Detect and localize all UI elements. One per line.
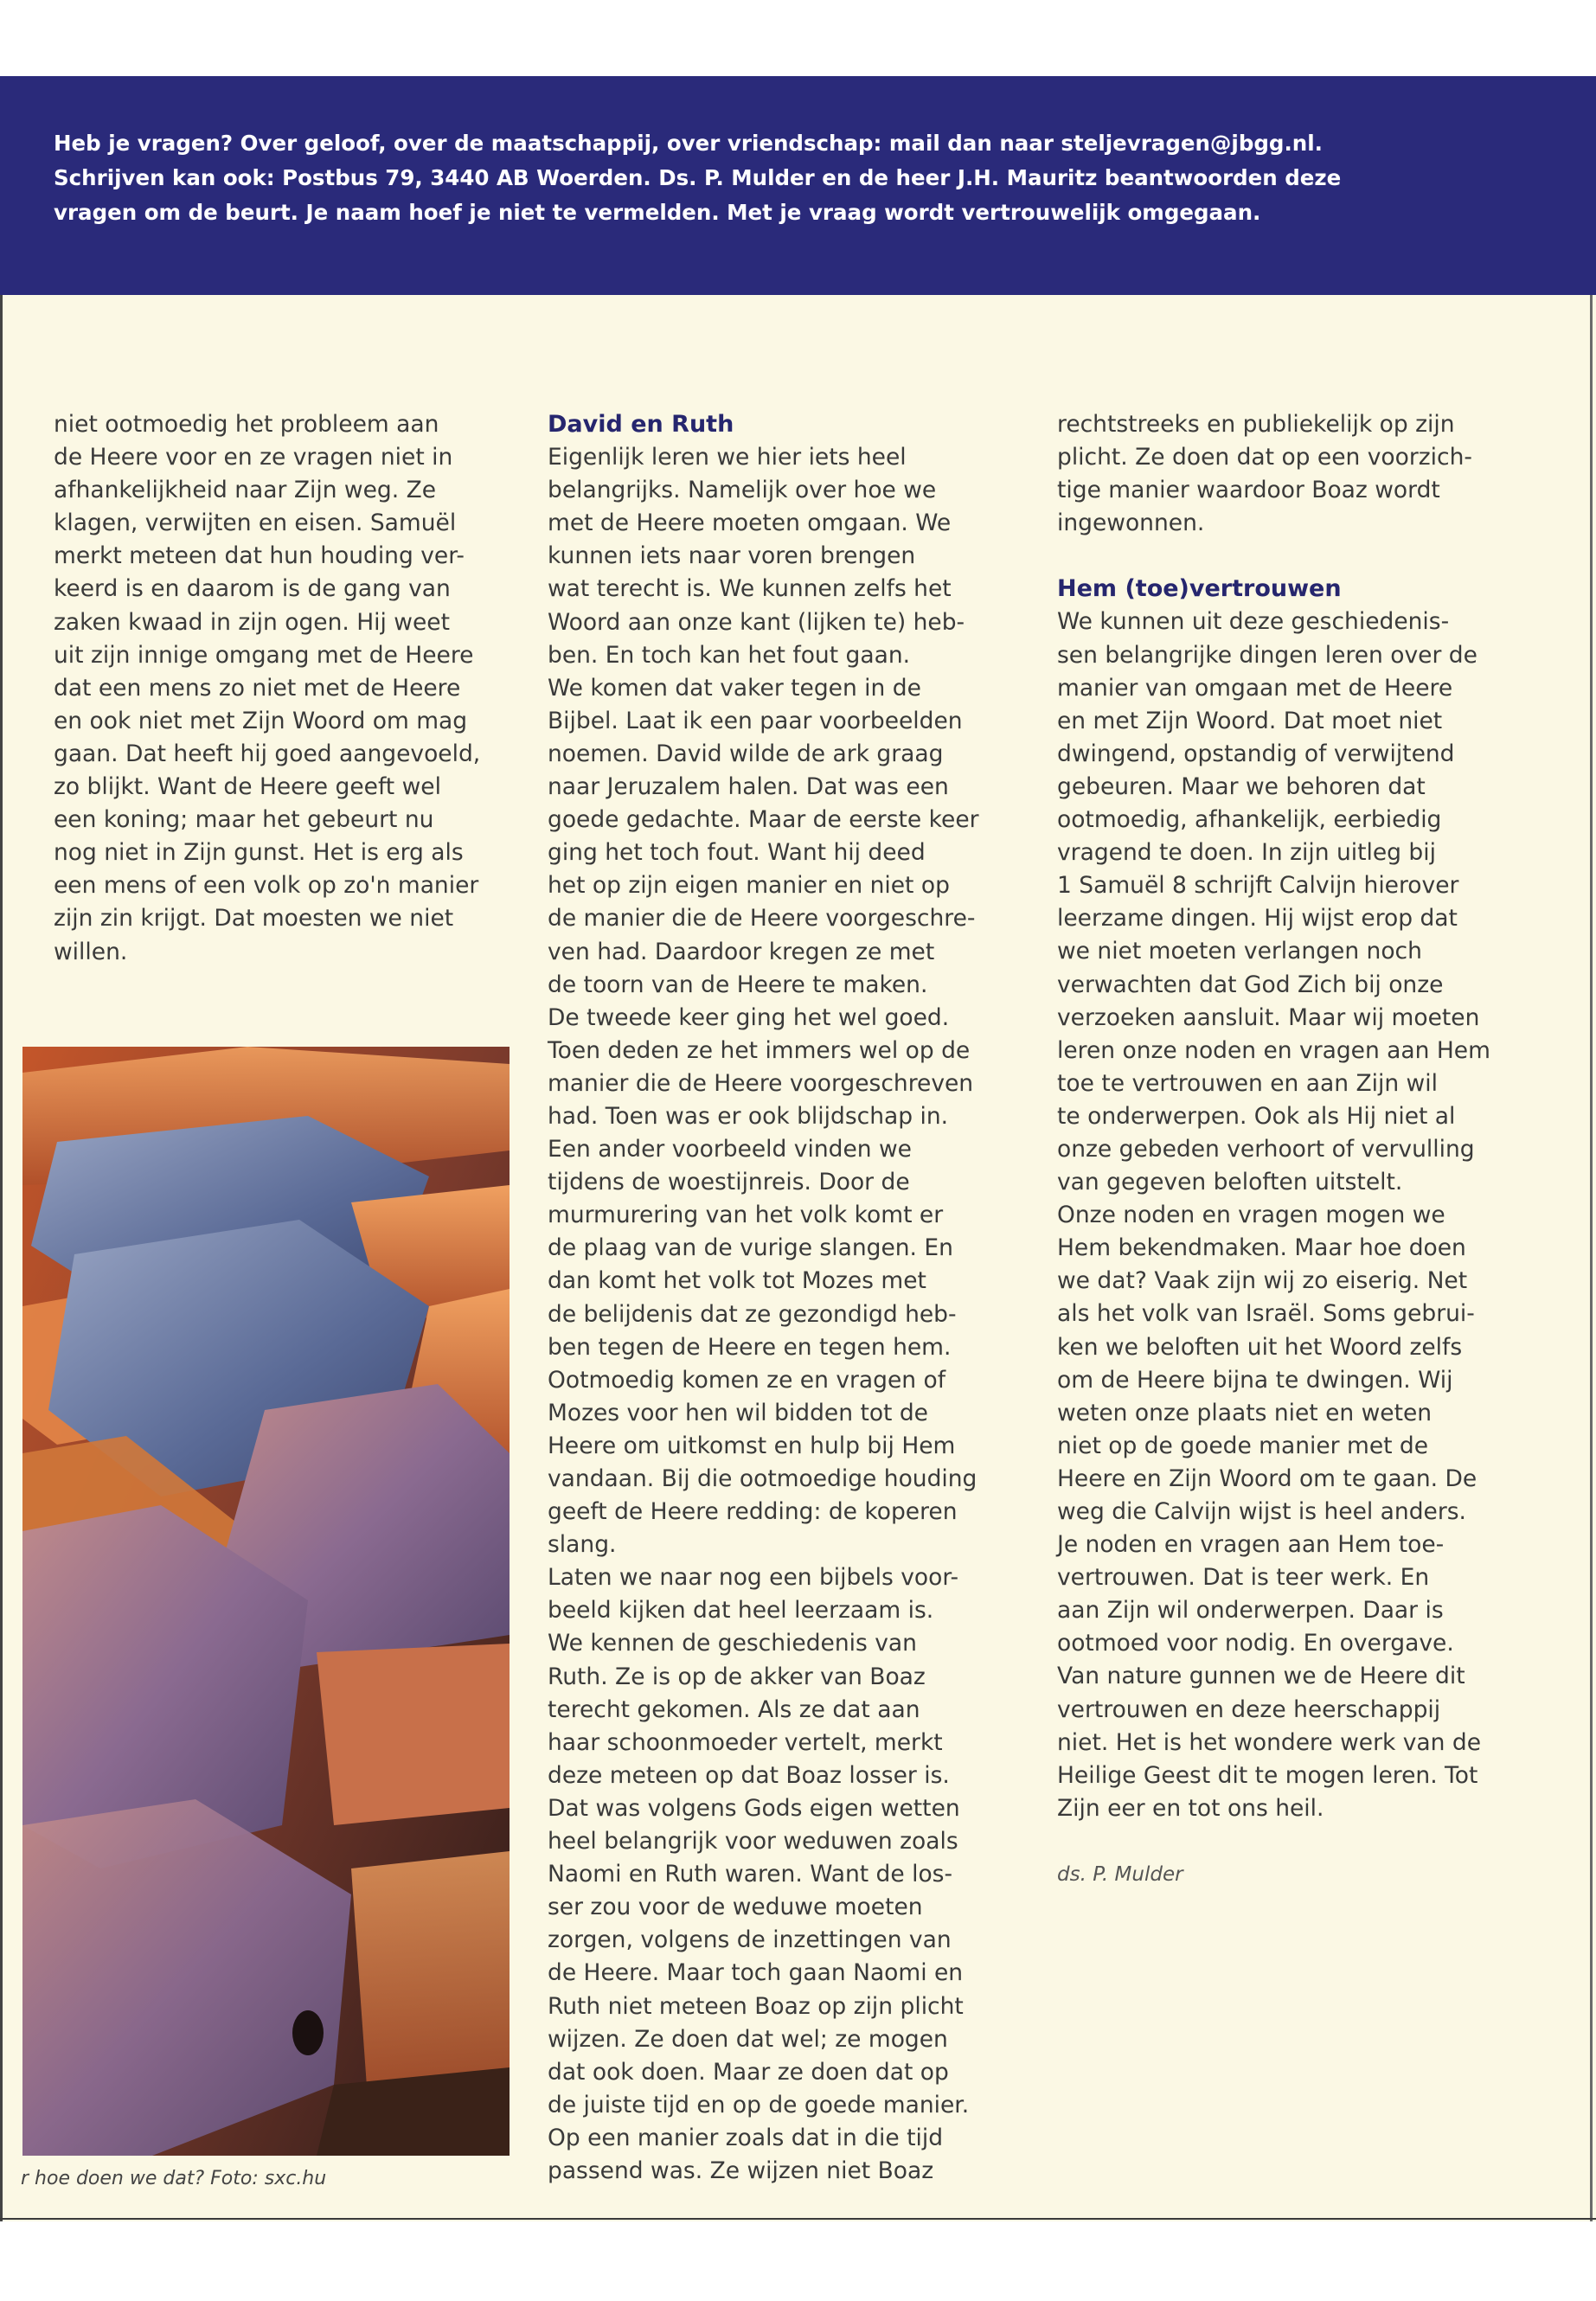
text-line: Bijbel. Laat ik een paar voorbeelden xyxy=(548,707,963,734)
text-line: beeld kijken dat heel leerzaam is. xyxy=(548,1597,934,1625)
text-line: wijzen. Ze doen dat wel; ze mogen xyxy=(548,2025,948,2053)
text-line: het op zijn eigen manier en niet op xyxy=(548,872,950,900)
text-line: terecht gekomen. Als ze dat aan xyxy=(548,1695,920,1723)
text-line: Hem bekendmaken. Maar hoe doen xyxy=(1057,1234,1466,1262)
header-intro xyxy=(54,126,1472,230)
text-line: dat ook doen. Maar ze doen dat op xyxy=(548,2058,949,2086)
text-line: klagen, verwijten en eisen. Samuël xyxy=(54,510,457,537)
text-line: weg die Calvijn wijst is heel anders. xyxy=(1057,1498,1466,1525)
text-line: verzoeken aansluit. Maar wij moeten xyxy=(1057,1003,1480,1031)
text-line: ingewonnen. xyxy=(1057,510,1205,537)
text-line: we dat? Vaak zijn wij zo eiserig. Net xyxy=(1057,1267,1468,1295)
column-1 xyxy=(54,408,521,969)
text-line: Naomi en Ruth waren. Want de los- xyxy=(548,1861,953,1888)
text-line: dwingend, opstandig of verwijtend xyxy=(1057,740,1455,767)
text-line: Ruth niet meteen Boaz op zijn plicht xyxy=(548,1992,964,2020)
text-line: dat een mens zo niet met de Heere xyxy=(54,674,461,702)
text-line: weten onze plaats niet en weten xyxy=(1057,1399,1433,1426)
text-line: ser zou voor de weduwe moeten xyxy=(548,1894,923,1921)
text-line: tige manier waardoor Boaz wordt xyxy=(1057,477,1440,504)
text-line: keerd is en daarom is de gang van xyxy=(54,575,451,603)
text-line: Woord aan onze kant (lijken te) heb- xyxy=(548,608,965,636)
text-line: heel belangrijk voor weduwen zoals xyxy=(548,1828,958,1856)
text-line: Een ander voorbeeld vinden we xyxy=(548,1136,912,1163)
text-line: deze meteen op dat Boaz losser is. xyxy=(548,1761,950,1789)
author-signature: ds. P. Mulder xyxy=(1057,1862,1183,1886)
text-line: ken we beloften uit het Woord zelfs xyxy=(1057,1333,1463,1361)
column-3 xyxy=(1057,408,1542,1891)
keyboard-photo xyxy=(22,1047,510,2156)
text-line: Heilige Geest dit te mogen leren. Tot xyxy=(1057,1761,1478,1789)
text-line: de Heere. Maar toch gaan Naomi en xyxy=(548,1959,964,1987)
text-line: manier van omgaan met de Heere xyxy=(1057,674,1453,702)
keyboard-keys-image xyxy=(22,1047,510,2156)
text-line: Dat was volgens Gods eigen wetten xyxy=(548,1794,960,1822)
text-line: niet ootmoedig het probleem aan xyxy=(54,411,439,438)
text-line: merkt meteen dat hun houding ver- xyxy=(54,542,465,570)
text-line: een koning; maar het gebeurt nu xyxy=(54,806,434,834)
column-3-body xyxy=(1057,606,1542,1824)
text-line: haar schoonmoeder vertelt, merkt xyxy=(548,1728,943,1756)
text-line: ven had. Daardoor kregen ze met xyxy=(548,938,935,965)
text-line: Ruth. Ze is op de akker van Boaz xyxy=(548,1663,926,1690)
text-line: te onderwerpen. Ook als Hij niet al xyxy=(1057,1102,1456,1130)
text-line: vandaan. Bij die ootmoedige houding xyxy=(548,1465,977,1492)
text-line: Van nature gunnen we de Heere dit xyxy=(1057,1663,1465,1690)
text-line: belangrijks. Namelijk over hoe we xyxy=(548,477,937,504)
text-line: ootmoedig, afhankelijk, eerbiedig xyxy=(1057,806,1442,834)
text-line: ben tegen de Heere en tegen hem. xyxy=(548,1333,952,1361)
text-line: manier die de Heere voorgeschreven xyxy=(548,1069,974,1097)
text-line: om de Heere bijna te dwingen. Wij xyxy=(1057,1366,1453,1394)
text-line: wat terecht is. We kunnen zelfs het xyxy=(548,575,952,603)
text-line: Eigenlijk leren we hier iets heel xyxy=(548,444,907,471)
text-line: We kunnen uit deze geschiedenis- xyxy=(1057,608,1450,636)
text-line: Toen deden ze het immers wel op de xyxy=(548,1036,971,1064)
text-line: we niet moeten verlangen noch xyxy=(1057,938,1422,965)
text-line: Laten we naar nog een bijbels voor- xyxy=(548,1564,959,1592)
text-line: Ootmoedig komen ze en vragen of xyxy=(548,1366,946,1394)
text-line: niet op de goede manier met de xyxy=(1057,1432,1429,1459)
header-line: vragen om de beurt. Je naam hoef je niet te vermelden. Met je vraag wordt vertrouwelijk omgegaan. xyxy=(54,200,1261,225)
text-line: tijdens de woestijnreis. Door de xyxy=(548,1169,910,1196)
section-heading-hem-toevertrouwen: Hem (toe)vertrouwen xyxy=(1057,575,1342,603)
text-line: aan Zijn wil onderwerpen. Daar is xyxy=(1057,1597,1444,1625)
text-line: had. Toen was er ook blijdschap in. xyxy=(548,1102,949,1130)
text-line: met de Heere moeten omgaan. We xyxy=(548,510,952,537)
text-line: ootmoed voor nodig. En overgave. xyxy=(1057,1630,1454,1657)
text-line: geeft de Heere redding: de koperen xyxy=(548,1498,958,1526)
text-line: gebeuren. Maar we behoren dat xyxy=(1057,772,1426,800)
text-line: plicht. Ze doen dat op een voorzich- xyxy=(1057,444,1472,471)
text-line: slang. xyxy=(548,1531,617,1559)
text-line: sen belangrijke dingen leren over de xyxy=(1057,641,1477,669)
header-line: Heb je vragen? Over geloof, over de maatschappij, over vriendschap: mail dan naar steljevragen@jbgg.nl. xyxy=(54,131,1323,156)
text-line: leren onze noden en vragen aan Hem xyxy=(1057,1036,1490,1064)
text-line: de Heere voor en ze vragen niet in xyxy=(54,444,453,471)
text-line: zo blijkt. Want de Heere geeft wel xyxy=(54,773,441,801)
page-left-edge xyxy=(0,76,3,2221)
text-line: uit zijn innige omgang met de Heere xyxy=(54,641,474,669)
text-line: de belijdenis dat ze gezondigd heb- xyxy=(548,1300,957,1328)
text-line: rechtstreeks en publiekelijk op zijn xyxy=(1057,411,1455,438)
text-line: 1 Samuël 8 schrijft Calvijn hierover xyxy=(1057,872,1459,900)
text-line: niet. Het is het wondere werk van de xyxy=(1057,1728,1482,1756)
text-line: Heere en Zijn Woord om te gaan. De xyxy=(1057,1465,1477,1492)
paragraph-gap xyxy=(1057,1825,1542,1858)
page-right-edge xyxy=(1590,76,1593,2221)
text-line: afhankelijkheid naar Zijn weg. Ze xyxy=(54,477,437,504)
text-line: goede gedachte. Maar de eerste keer xyxy=(548,806,979,834)
section-heading-david-en-ruth: David en Ruth xyxy=(548,411,734,438)
text-line: verwachten dat God Zich bij onze xyxy=(1057,971,1444,998)
text-line: kunnen iets naar voren brengen xyxy=(548,542,916,570)
page-bottom-edge xyxy=(0,2218,1596,2220)
text-line: leerzame dingen. Hij wijst erop dat xyxy=(1057,905,1458,933)
column-2 xyxy=(548,408,1032,2188)
text-line: als het volk van Israël. Soms gebrui- xyxy=(1057,1300,1475,1328)
text-line: de juiste tijd en op de goede manier. xyxy=(548,2091,970,2118)
text-line: een mens of een volk op zo'n manier xyxy=(54,872,479,900)
text-line: Zijn eer en tot ons heil. xyxy=(1057,1794,1324,1822)
text-line: zijn zin krijgt. Dat moesten we niet xyxy=(54,905,454,933)
text-line: en met Zijn Woord. Dat moet niet xyxy=(1057,707,1443,734)
text-line: Onze noden en vragen mogen we xyxy=(1057,1202,1445,1229)
text-line: de plaag van de vurige slangen. En xyxy=(548,1234,953,1262)
text-line: naar Jeruzalem halen. Dat was een xyxy=(548,773,949,801)
header-line: Schrijven kan ook: Postbus 79, 3440 AB Woerden. Ds. P. Mulder en de heer J.H. Mauritz beantwoorden deze xyxy=(54,165,1342,190)
text-line: De tweede keer ging het wel goed. xyxy=(548,1003,950,1031)
paragraph-gap xyxy=(1057,540,1542,573)
text-line: We kennen de geschiedenis van xyxy=(548,1630,917,1657)
text-line: ben. En toch kan het fout gaan. xyxy=(548,641,911,669)
text-line: onze gebeden verhoort of vervulling xyxy=(1057,1135,1475,1163)
text-line: dan komt het volk tot Mozes met xyxy=(548,1267,926,1295)
text-line: ging het toch fout. Want hij deed xyxy=(548,839,926,867)
text-line: Mozes voor hen wil bidden tot de xyxy=(548,1399,928,1426)
column-2-body xyxy=(548,441,1032,2188)
text-line: noemen. David wilde de ark graag xyxy=(548,740,944,767)
text-line: van gegeven beloften uitstelt. xyxy=(1057,1169,1403,1196)
text-line: zaken kwaad in zijn ogen. Hij weet xyxy=(54,608,450,636)
text-line: zorgen, volgens de inzettingen van xyxy=(548,1926,952,1954)
text-line: Heere om uitkomst en hulp bij Hem xyxy=(548,1432,956,1459)
text-line: We komen dat vaker tegen in de xyxy=(548,674,921,702)
text-line: gaan. Dat heeft hij goed aangevoeld, xyxy=(54,740,481,767)
text-line: vertrouwen. Dat is teer werk. En xyxy=(1057,1564,1430,1592)
text-line: de manier die de Heere voorgeschre- xyxy=(548,905,976,933)
text-line: murmurering van het volk komt er xyxy=(548,1202,944,1229)
text-line: vertrouwen en deze heerschappij xyxy=(1057,1695,1441,1723)
text-line: Je noden en vragen aan Hem toe- xyxy=(1057,1531,1445,1559)
text-line: vragend te doen. In zijn uitleg bij xyxy=(1057,839,1436,867)
text-line: toe te vertrouwen en aan Zijn wil xyxy=(1057,1069,1438,1097)
text-line: en ook niet met Zijn Woord om mag xyxy=(54,707,468,734)
text-line: nog niet in Zijn gunst. Het is erg als xyxy=(54,839,464,867)
column-3-intro xyxy=(1057,408,1542,540)
text-line: passend was. Ze wijzen niet Boaz xyxy=(548,2157,934,2184)
text-line: de toorn van de Heere te maken. xyxy=(548,971,928,998)
text-line: willen. xyxy=(54,938,128,965)
text-line: Op een manier zoals dat in die tijd xyxy=(548,2124,944,2151)
photo-caption: r hoe doen we dat? Foto: sxc.hu xyxy=(21,2168,327,2189)
